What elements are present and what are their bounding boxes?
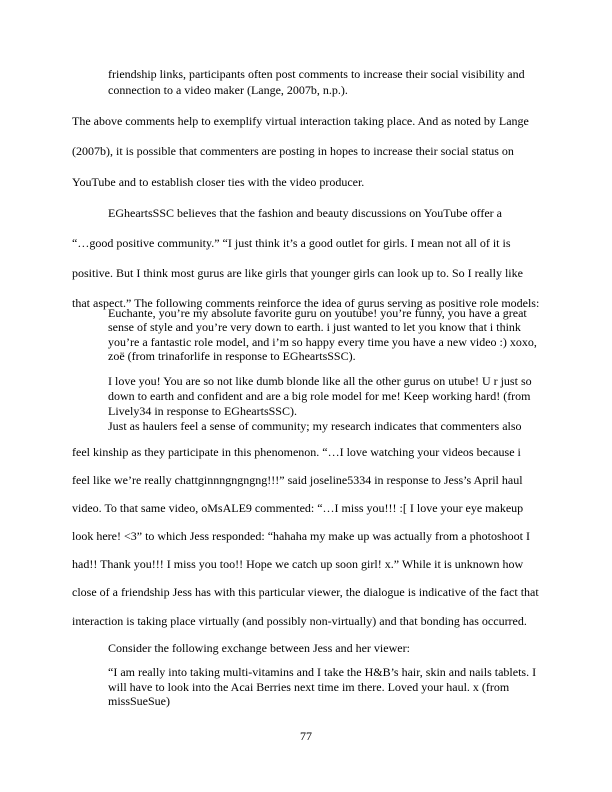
block-quote-lange [108, 67, 525, 98]
text-line: missSueSue) [108, 694, 171, 709]
text-line: feel like we’re really chattginnngngngng!!!” said joseline5334 in response to Jess’s April haul [72, 473, 523, 488]
paragraph-consider [108, 634, 410, 662]
paragraph-kinship [72, 438, 539, 635]
text-line: feel kinship as they participate in this phenomenon. “…I love watching your videos because i [72, 445, 521, 459]
text-line: look here! <3” to which Jess responded: “hahaha my make up was actually from a photoshoot I [72, 529, 530, 544]
page-number: 77 [300, 729, 312, 743]
text-line: that aspect.” The following comments reinforce the idea of gurus serving as positive role models: [72, 296, 540, 310]
text-line: Euchante, you’re my absolute favorite guru on youtube! you’re funny, you have a great [108, 306, 527, 320]
block-quote-i-love-you [108, 374, 532, 419]
text-line: zoë (from trinaforlife in response to EGheartsSSC). [108, 349, 356, 364]
text-line: video. To that same video, oMsALE9 commented: “…I miss you!!! :[ I love your eye makeup [72, 501, 524, 516]
text-line: close of a friendship Jess has with this particular viewer, the dialogue is indicative of the fact that [72, 585, 539, 600]
paragraph-eghearts [72, 198, 539, 318]
text-line: sense of style and you’re very down to earth. i just wanted to let you know that i think [108, 320, 521, 335]
text-line: interaction is taking place virtually (and possibly non-virtually) and that bonding has occurred. [72, 613, 527, 628]
text-line: you’re a fantastic role model, and i’m so happy every time you have a new video :) xoxo, [108, 334, 537, 349]
text-line: positive. But I think most gurus are like girls that younger girls can look up to. So I really like [72, 266, 523, 280]
block-quote-euchante [108, 306, 537, 364]
text-line: YouTube and to establish closer ties with the video producer. [72, 174, 365, 189]
text-line: EGheartsSSC believes that the fashion and beauty discussions on YouTube offer a [108, 206, 502, 220]
text-line: connection to a video maker (Lange, 2007b, n.p.). [108, 82, 348, 97]
text-line: Lively34 in response to EGheartsSSC). [108, 404, 297, 418]
text-line: will have to look into the Acai Berries next time im there. Loved your haul. x (from [108, 679, 510, 694]
text-line: Just as haulers feel a sense of community; my research indicates that commenters also [108, 419, 522, 433]
block-quote-vitamins [108, 665, 536, 709]
paragraph-virtual-interaction [72, 106, 529, 197]
text-line: The above comments help to exemplify virtual interaction taking place. And as noted by Lange [72, 114, 529, 128]
text-line: I love you! You are so not like dumb blonde like all the other gurus on utube! U r just so [108, 374, 532, 388]
text-line: “…good positive community.” “I just think it’s a good outlet for girls. I mean not all of it is [72, 236, 511, 250]
text-line: friendship links, participants often post comments to increase their social visibility and [108, 67, 525, 81]
text-line: down to earth and confident and are a big role model for me! Keep working hard! (from [108, 389, 531, 403]
text-line: (2007b), it is possible that commenters are posting in hopes to increase their social status on [72, 144, 514, 159]
text-line: Consider the following exchange between Jess and her viewer: [108, 641, 410, 655]
text-line: “I am really into taking multi-vitamins and I take the H&B’s hair, skin and nails tablets. I [108, 665, 537, 679]
paragraph-kinship-lead [108, 419, 522, 434]
text-line: had!! Thank you!!! I miss you too!! Hope we catch up soon girl! x.” While it is unknown how [72, 557, 524, 572]
